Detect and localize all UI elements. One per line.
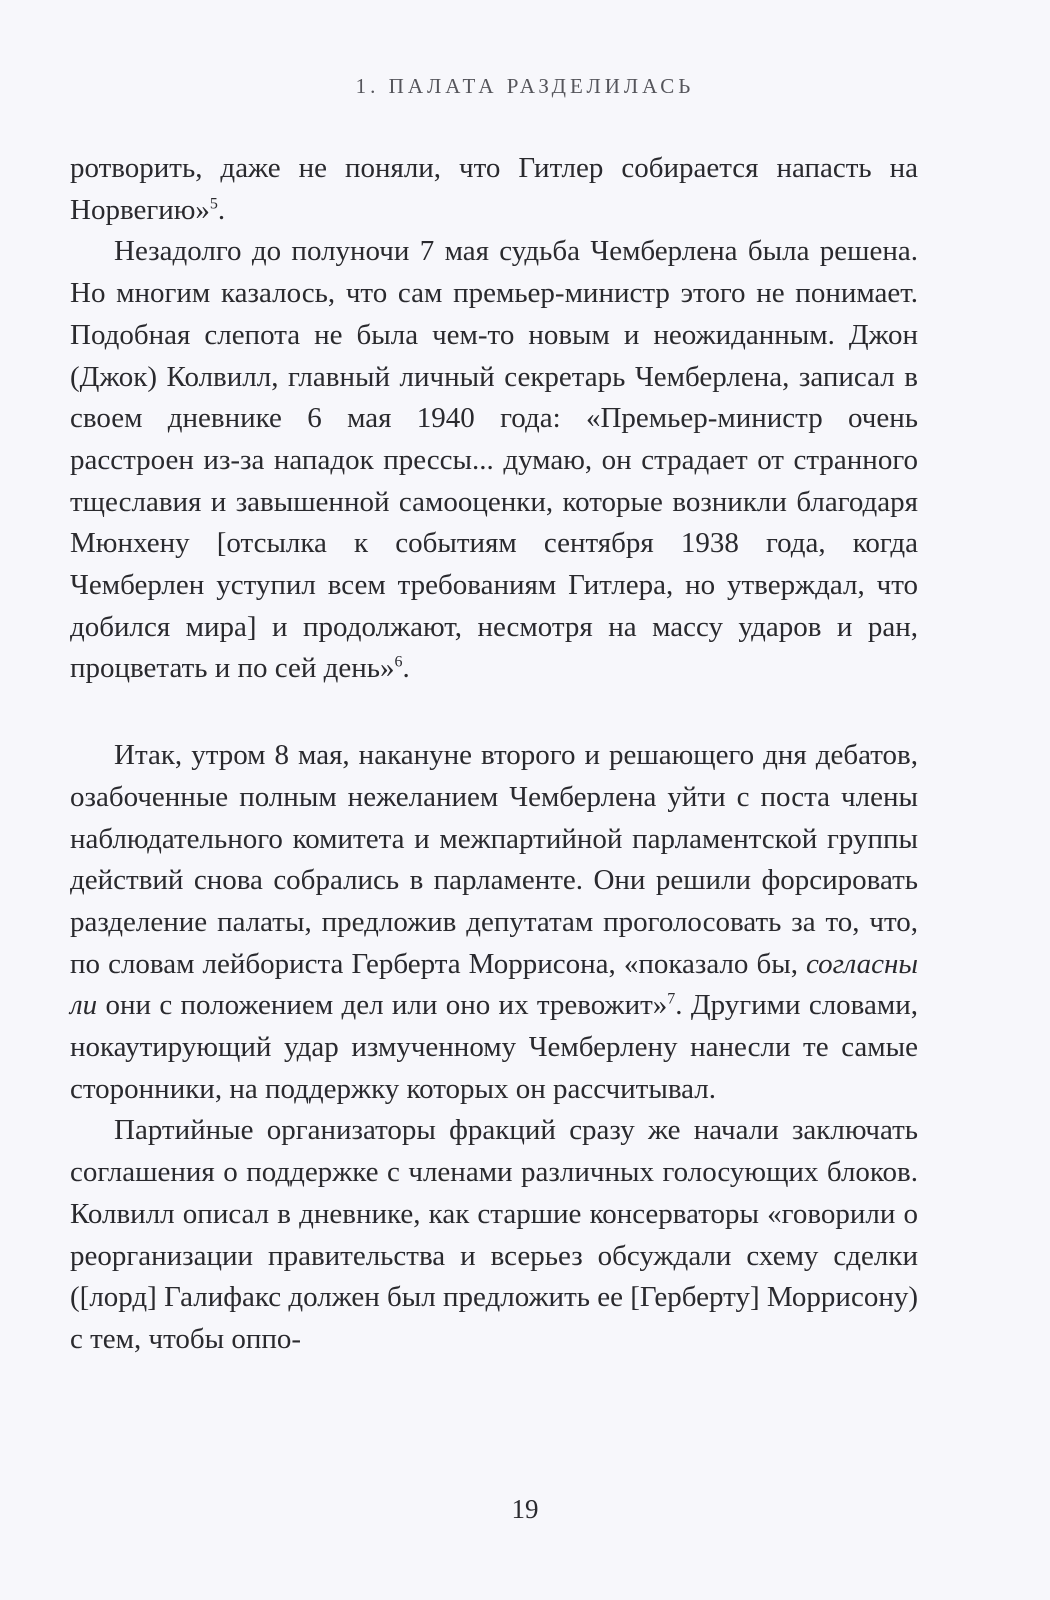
paragraph (70, 1110, 918, 1360)
paragraph-text: . Другими словами, нокаутирующий удар измученному Чемберлену нанесли те самые сторонники, на поддержку которых он рассчитывал. (70, 989, 918, 1105)
running-head: 1. ПАЛАТА РАЗДЕЛИЛАСЬ (355, 74, 695, 98)
footnote-ref: 7 (667, 990, 676, 1008)
paragraph (70, 148, 918, 231)
paragraph (70, 735, 918, 1110)
footnote-ref: 6 (394, 653, 403, 671)
paragraph-text: ротворить, даже не поняли, что Гитлер собирается напасть на Норвегию» (70, 152, 918, 226)
footnote-ref: 5 (209, 195, 218, 213)
paragraph-text: Незадолго до полуночи 7 мая судьба Чемберлена была решена. Но многим казалось, что сам премьер-министр этого не понимает. Подобная слепота не была чем-то новым и неожиданным. Джон (Джок) Колвилл, главный личный секретарь Чемберлена, записал в своем дневнике 6 мая 1940 года: «Премьер-министр очень расстроен из-за нападок прессы... думаю, он страдает от странного тщеславия и завышенной самооценки, которые возникли благодаря Мюнхену [отсылка к событиям сентября 1938 года, когда Чемберлен уступил всем требованиям Гитлера, но утверждал, что добился мира] и продолжают, несмотря на массу ударов и ран, процветать и по сей день» (70, 235, 918, 685)
body-text (70, 148, 918, 1361)
paragraph-text: Партийные организаторы фракций сразу же начали заключать соглашения о поддержке с членами различных голосующих блоков. Колвилл описал в дневнике, как старшие консерваторы «говорили о реорганизации правительства и всерьез обсуждали схему сделки ([лорд] Галифакс должен был предложить ее [Герберту] Моррисону) с тем, чтобы оппо- (70, 1114, 918, 1355)
paragraph (70, 231, 918, 690)
paragraph-text: Итак, утром 8 мая, накануне второго и решающего дня дебатов, озабоченные полным нежеланием Чемберлена уйти с поста члены наблюдательного комитета и межпартийной парламентской группы действий снова собрались в парламенте. Они решили форсировать разделение палаты, предложив депутатам проголосовать за то, что, по словам лейбориста Герберта Моррисона, «показало бы, (70, 739, 918, 980)
page-number: 19 (511, 1494, 539, 1524)
paragraph-punct: . (402, 652, 410, 685)
paragraph-punct: . (217, 193, 226, 226)
italic-emphasis: согласны ли (70, 947, 918, 1022)
paragraph-text: они с положением дел или оно их тревожит» (97, 989, 668, 1022)
